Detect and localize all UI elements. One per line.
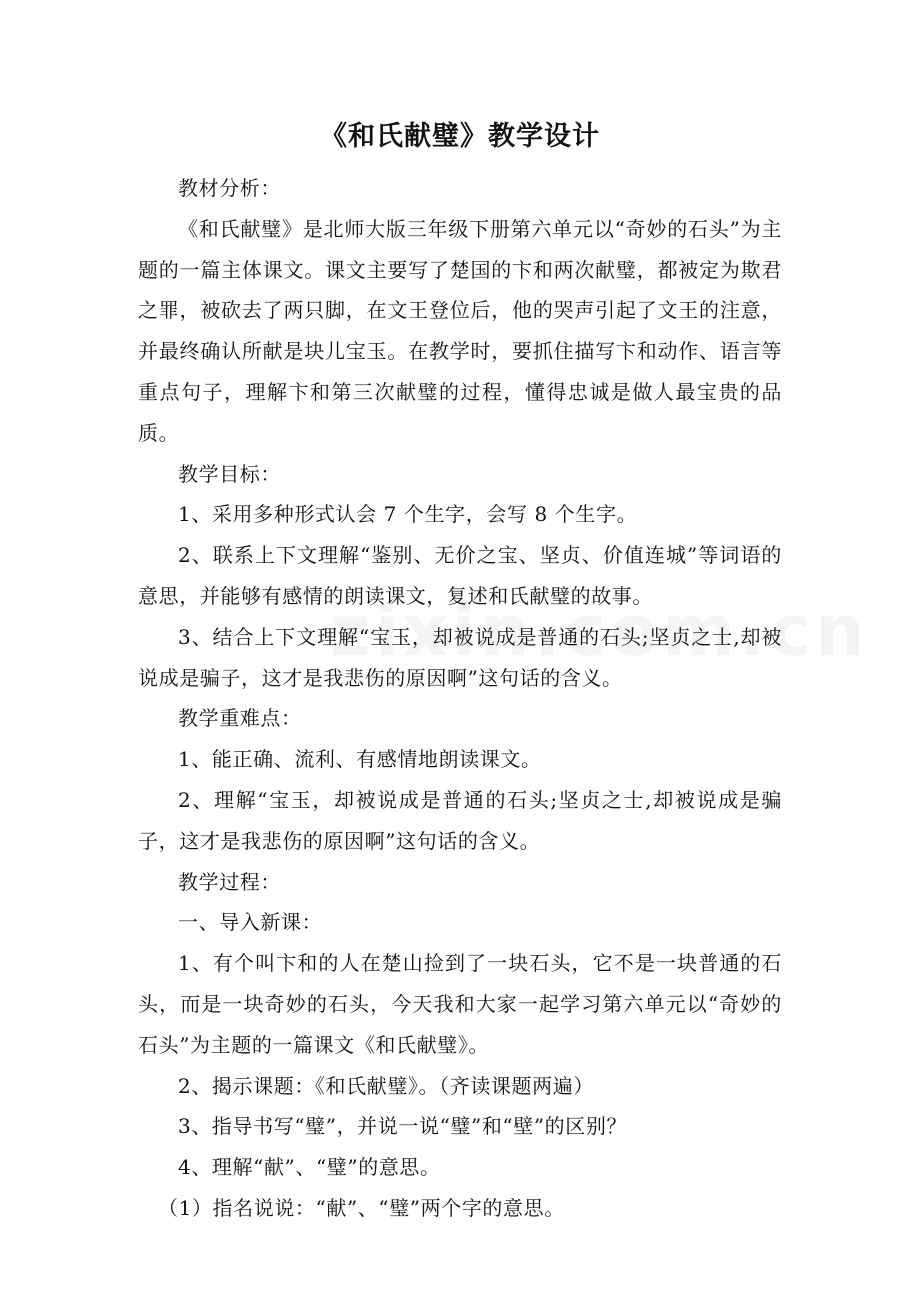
paragraph: 教学目标：	[178, 461, 281, 486]
document-title: 《和氏献璧》教学设计	[320, 121, 600, 152]
paragraph: 《和氏献璧》是北师大版三年级下册第六单元以“奇妙的石头”为主题的一篇主体课文。课文主要写了楚国的卞和两次献璧，都被定为欺君之罪，被砍去了两只脚，在文王登位后，他的哭声引起了文王的注意，并最终确认所献是块儿宝玉。在教学时，要抓住描写卞和动作、语言等重点句子，理解卞和第三次献璧的过程，懂得忠诚是做人最宝贵的品质。	[138, 216, 782, 445]
paragraph: 3、结合上下文理解“宝玉，却被说成是普通的石头;坚贞之士,却被说成是骗子，这才是我悲伤的原因啊”这句话的含义。	[138, 624, 782, 690]
document-body	[138, 168, 782, 1229]
paragraph: 1、有个叫卞和的人在楚山捡到了一块石头，它不是一块普通的石头，而是一块奇妙的石头，今天我和大家一起学习第六单元以“奇妙的石头”为主题的一篇课文《和氏献璧》。	[138, 951, 782, 1057]
paragraph: 1、采用多种形式认会 7 个生字，会写 8 个生字。	[178, 502, 638, 527]
paragraph: 1、能正确、流利、有感情地朗读课文。	[178, 747, 542, 772]
paragraph: 3、指导书写“璧”，并说一说“璧”和“壁”的区别？	[178, 1114, 628, 1139]
paragraph: 教学过程：	[178, 869, 281, 894]
paragraph: 教材分析：	[178, 176, 281, 200]
paragraph: （1）指名说说：“献”、“璧”两个字的意思。	[158, 1195, 565, 1220]
paragraph: 4、理解“献”、“璧”的意思。	[178, 1155, 441, 1180]
paragraph: 一、导入新课：	[178, 910, 323, 935]
paragraph: 2、联系上下文理解“鉴别、无价之宝、坚贞、价值连城”等词语的意思，并能够有感情的朗读课文，复述和氏献璧的故事。	[138, 543, 782, 608]
paragraph: 2、揭示课题：《和氏献璧》。（齐读课题两遍）	[178, 1073, 594, 1098]
paragraph: 教学重难点：	[178, 706, 302, 731]
paragraph: 2、理解“宝玉，却被说成是普通的石头;坚贞之士,却被说成是骗子，这才是我悲伤的原因啊”这句话的含义。	[138, 787, 782, 853]
